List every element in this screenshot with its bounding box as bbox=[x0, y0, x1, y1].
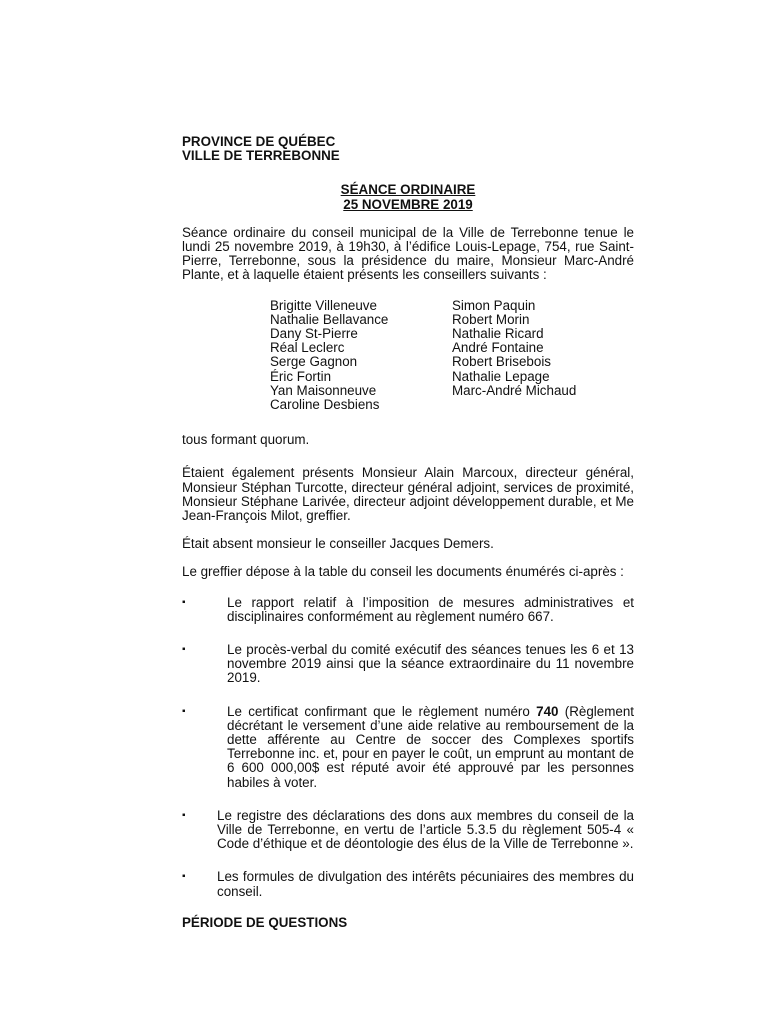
list-item-text-start: Le certificat confirmant que le règlement numéro bbox=[227, 703, 537, 719]
ville-heading: VILLE DE TERREBONNE bbox=[182, 148, 340, 164]
list-item-text: Les formules de divulgation des intérêts pécuniaires des membres du conseil. bbox=[217, 869, 634, 899]
documents-list bbox=[182, 596, 634, 899]
document-body bbox=[182, 135, 634, 930]
bullet-icon: ▪ bbox=[182, 643, 186, 655]
absent-line: Était absent monsieur le conseiller Jacques Demers. bbox=[182, 536, 494, 552]
member-name: Robert Morin bbox=[452, 311, 530, 327]
member-name: Brigitte Villeneuve bbox=[270, 297, 377, 313]
list-item-text: Le registre des déclarations des dons aux membres du conseil de la Ville de Terrebonne, en vertu de l’article 5.3.5 du règlement 505-4 « Code d’éthique et de déontologie des élus de la Ville de Terrebonne ». bbox=[217, 807, 634, 852]
list-item-text-end: (Règlement décrétant le versement d’une aide relative au remboursement de la dette afférente au Centre de soccer des Complexes sportifs Terrebonne inc. et, pour en payer le coût, un emprunt au montant de 6 600 000,00$ est réputé avoir été approuvé par les personnes habiles à voter. bbox=[227, 703, 634, 790]
bullet-icon: ▪ bbox=[182, 705, 186, 717]
list-item bbox=[182, 870, 634, 898]
seance-date: 25 NOVEMBRE 2019 bbox=[343, 196, 473, 212]
bullet-icon: ▪ bbox=[182, 809, 186, 821]
member-name: Éric Fortin bbox=[270, 368, 332, 384]
members-right-column bbox=[452, 299, 634, 413]
member-name: Marc-André Michaud bbox=[452, 382, 577, 398]
list-item bbox=[182, 705, 634, 790]
member-name: Dany St-Pierre bbox=[270, 326, 358, 341]
member-name: Serge Gagnon bbox=[270, 354, 358, 370]
list-item bbox=[182, 643, 634, 686]
quorum-line: tous formant quorum. bbox=[182, 432, 310, 448]
list-item bbox=[182, 809, 634, 852]
members-list bbox=[270, 299, 634, 413]
list-item-text bbox=[227, 705, 634, 790]
section-heading: PÉRIODE DE QUESTIONS bbox=[182, 914, 348, 930]
province-heading: PROVINCE DE QUÉBEC bbox=[182, 134, 336, 149]
also-present-paragraph: Étaient également présents Monsieur Alain Marcoux, directeur général, Monsieur Stéphan Turcotte, directeur général adjoint, services de proximité, Monsieur Stéphane Larivée, directeur adjoint développement durable, et Me Jean-François Milot, greffier. bbox=[182, 465, 634, 523]
member-name: André Fontaine bbox=[452, 340, 544, 356]
list-item-text: Le rapport relatif à l’imposition de mesures administratives et disciplinaires conformément au règlement numéro 667. bbox=[227, 594, 634, 624]
member-name: Nathalie Lepage bbox=[452, 368, 550, 384]
member-name: Yan Maisonneuve bbox=[270, 382, 377, 398]
list-item bbox=[182, 596, 634, 624]
intro-paragraph: Séance ordinaire du conseil municipal de la Ville de Terrebonne tenue le lundi 25 novembre 2019, à 19h30, à l’édifice Louis-Lepage, 754, rue Saint-Pierre, Terrebonne, sous la présidence du maire, Monsieur Marc-André Plante, et à laquelle étaient présents les conseillers suivants : bbox=[182, 224, 634, 283]
member-name: Caroline Desbiens bbox=[270, 396, 380, 412]
member-name: Simon Paquin bbox=[452, 297, 536, 313]
reglement-number: 740 bbox=[536, 703, 559, 719]
member-name: Nathalie Bellavance bbox=[270, 311, 389, 327]
member-name: Réal Leclerc bbox=[270, 340, 345, 356]
member-name: Nathalie Ricard bbox=[452, 326, 544, 341]
bullet-icon: ▪ bbox=[182, 871, 186, 883]
member-name: Robert Brisebois bbox=[452, 354, 551, 370]
bullet-icon: ▪ bbox=[182, 596, 186, 608]
members-left-column bbox=[270, 299, 452, 413]
deposit-intro: Le greffier dépose à la table du conseil les documents énumérés ci-après : bbox=[182, 564, 624, 580]
seance-title: SÉANCE ORDINAIRE bbox=[340, 182, 476, 198]
list-item-text: Le procès-verbal du comité exécutif des séances tenues les 6 et 13 novembre 2019 ainsi que la séance extraordinaire du 11 novembre 2019. bbox=[227, 641, 634, 686]
